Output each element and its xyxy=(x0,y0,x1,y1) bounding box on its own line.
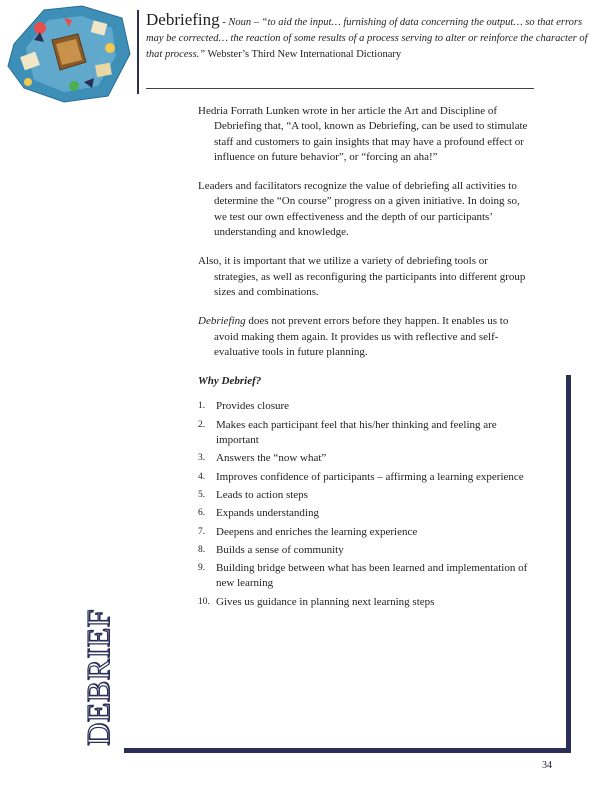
list-text: Building bridge between what has been learned and implementation of new learning xyxy=(216,562,528,590)
why-debrief-list xyxy=(198,399,532,610)
frame-bottom-bar xyxy=(124,748,571,753)
body-content xyxy=(198,104,532,613)
list-item xyxy=(198,525,532,540)
paragraph-variety: Also, it is important that we utilize a variety of debriefing tools or strategies, as well as reconfiguring the participants into different group sizes and combinations. xyxy=(198,255,526,298)
list-text: Deepens and enriches the learning experience xyxy=(216,525,418,538)
list-text: Answers the “now what” xyxy=(216,452,327,465)
list-text: Improves confidence of participants – affirming a learning experience xyxy=(216,470,524,483)
list-text: Leads to action steps xyxy=(216,488,308,501)
list-number: 1. xyxy=(198,401,206,412)
list-text: Makes each participant feel that his/her thinking and feeling are important xyxy=(216,418,497,447)
term-separator: - xyxy=(219,17,229,28)
paragraph-rest: does not prevent errors before they happen. It enables us to avoid making them again. It provides us with reflective and self-evaluative tools in future planning. xyxy=(214,315,509,358)
paragraph-leaders: Leaders and facilitators recognize the value of debriefing all activities to determine the “On course” progress on a given initiative. In doing so, we test our own effectiveness and the depth of our participants’ understanding and knowledge. xyxy=(198,180,520,239)
list-text: Provides closure xyxy=(216,400,290,413)
definition-text: Noun – “to aid the input… furnishing of data concerning the output… so that errors may be corrected… the reaction of some results of a process serving to alter or reinforce the character of that process.” xyxy=(146,17,588,60)
list-item xyxy=(198,418,532,449)
list-number: 7. xyxy=(198,526,206,537)
header-rule xyxy=(146,88,534,89)
side-label-debrief: DEBRIEF xyxy=(80,609,116,746)
list-number: 8. xyxy=(198,544,206,555)
list-number: 4. xyxy=(198,471,206,482)
collage-logo-image xyxy=(4,4,132,104)
list-item xyxy=(198,470,532,485)
list-number: 10. xyxy=(198,596,210,607)
list-text: Expands understanding xyxy=(216,507,319,520)
list-number: 3. xyxy=(198,453,206,464)
page-number: 34 xyxy=(542,760,552,771)
term-title: Debriefing xyxy=(146,10,220,29)
definition-header xyxy=(146,12,592,63)
list-number: 9. xyxy=(198,563,206,574)
list-text: Gives us guidance in planning next learning steps xyxy=(216,595,435,608)
list-item xyxy=(198,561,532,592)
paragraph-prevent-errors xyxy=(198,314,532,360)
frame-right-bar xyxy=(566,375,571,753)
list-number: 6. xyxy=(198,508,206,519)
why-debrief-heading: Why Debrief? xyxy=(198,375,262,388)
list-item xyxy=(198,543,532,558)
list-item xyxy=(198,488,532,503)
header-divider-bar xyxy=(137,10,139,94)
list-number: 2. xyxy=(198,419,206,430)
list-number: 5. xyxy=(198,489,206,500)
list-item xyxy=(198,595,532,610)
paragraph-lunken-quote: Hedria Forrath Lunken wrote in her article the Art and Discipline of Debriefing that, “A tool, known as Debriefing, can be used to stimulate staff and customers to gain insights that may have a profound effect or influence on future behavior”, or “forcing an aha!” xyxy=(198,105,528,163)
list-text: Builds a sense of community xyxy=(216,543,344,556)
list-item xyxy=(198,399,532,414)
paragraph-lead-term: Debriefing xyxy=(198,315,246,328)
definition-source: Webster’s Third New International Dictionary xyxy=(205,49,402,60)
list-item xyxy=(198,506,532,521)
list-item xyxy=(198,451,532,466)
